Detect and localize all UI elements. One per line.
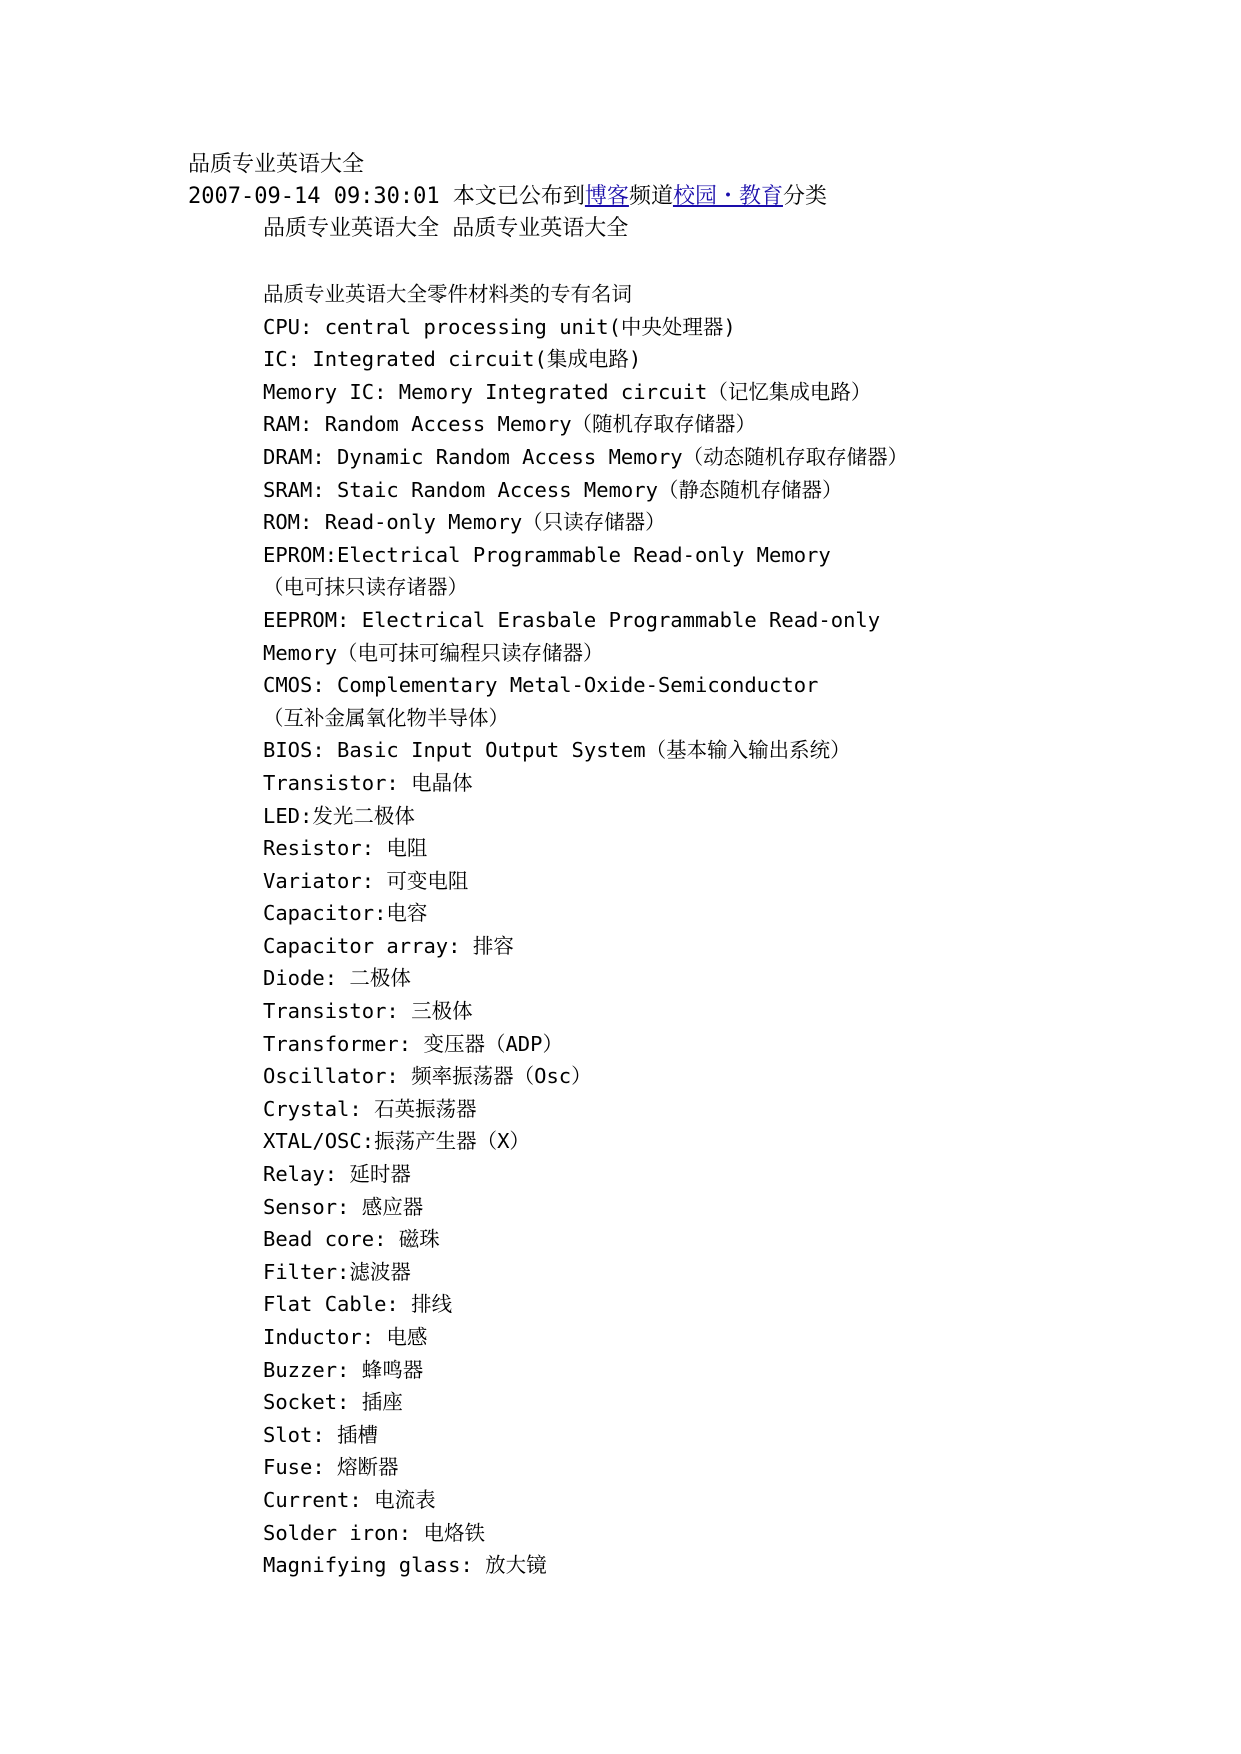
publish-timestamp: 2007-09-14 09:30:01 [188, 184, 440, 209]
category-link[interactable]: 校园・教育 [672, 184, 783, 209]
document-title: 品质专业英语大全 [188, 152, 365, 177]
glossary-line: Crystal: 石英振荡器 [263, 1096, 477, 1121]
glossary-line: Solder iron: 电烙铁 [263, 1520, 485, 1545]
glossary-line: Memory（电可抹可编程只读存储器） [263, 640, 604, 665]
glossary-line: Magnifying glass: 放大镜 [263, 1553, 547, 1578]
meta-text-published-to: 本文已公布到 [439, 184, 585, 209]
glossary-line: Oscillator: 频率振荡器（Osc） [263, 1064, 592, 1089]
meta-text-channel: 频道 [628, 184, 673, 209]
meta-text-category: 分类 [782, 184, 827, 209]
glossary-line: Memory IC: Memory Integrated circuit（记忆集成电路） [263, 379, 872, 404]
glossary-line: Capacitor array: 排容 [263, 933, 514, 958]
glossary-line: Transformer: 变压器（ADP） [263, 1031, 563, 1056]
glossary-line: RAM: Random Access Memory（随机存取存储器） [263, 412, 757, 437]
glossary-line: CPU: central processing unit(中央处理器) [263, 314, 736, 339]
glossary-line: Socket: 插座 [263, 1390, 403, 1415]
glossary-line: EEPROM: Electrical Erasbale Programmable Read-only [263, 607, 881, 632]
glossary-line: Sensor: 感应器 [263, 1194, 424, 1219]
glossary-line: EPROM:Electrical Programmable Read-only Memory [263, 542, 831, 567]
glossary-line: Transistor: 三极体 [263, 999, 473, 1024]
glossary-line: CMOS: Complementary Metal-Oxide-Semiconductor [263, 673, 819, 698]
glossary-line: LED:发光二极体 [263, 803, 415, 828]
glossary-line: Resistor: 电阻 [263, 836, 428, 861]
glossary-line: Inductor: 电感 [263, 1325, 428, 1349]
glossary-line: Diode: 二极体 [263, 966, 411, 991]
glossary-line: Filter:滤波器 [263, 1259, 411, 1284]
glossary-line: ROM: Read-only Memory（只读存储器） [263, 510, 666, 535]
glossary-line: Current: 电流表 [263, 1487, 436, 1512]
glossary-line: Buzzer: 蜂鸣器 [263, 1357, 424, 1382]
blog-link[interactable]: 博客 [584, 184, 629, 209]
glossary-line: Flat Cable: 排线 [263, 1292, 453, 1317]
glossary-line: SRAM: Staic Random Access Memory（静态随机存储器） [263, 477, 843, 502]
glossary-line: Transistor: 电晶体 [263, 770, 473, 795]
glossary-line: Variator: 可变电阻 [263, 868, 469, 893]
glossary-line: BIOS: Basic Input Output System（基本输入输出系统） [263, 738, 851, 763]
glossary-line: Capacitor:电容 [263, 901, 428, 926]
glossary-line: 品质专业英语大全零件材料类的专有名词 [263, 282, 632, 306]
glossary-line: Slot: 插槽 [263, 1422, 379, 1447]
glossary-list [263, 278, 1163, 1582]
glossary-line: （电可抹只读存诸器） [263, 575, 468, 600]
glossary-line: Relay: 延时器 [263, 1162, 411, 1187]
glossary-line: XTAL/OSC:振荡产生器（X） [263, 1129, 530, 1154]
glossary-line: DRAM: Dynamic Random Access Memory（动态随机存取存储器） [263, 444, 909, 469]
glossary-line: IC: Integrated circuit(集成电路) [263, 347, 642, 372]
glossary-line: Fuse: 熔断器 [263, 1455, 399, 1480]
document-meta [188, 182, 827, 212]
glossary-line: （互补金属氧化物半导体） [263, 705, 509, 730]
document-subtitle: 品质专业英语大全 品质专业英语大全 [263, 216, 629, 241]
glossary-line: Bead core: 磁珠 [263, 1227, 440, 1252]
